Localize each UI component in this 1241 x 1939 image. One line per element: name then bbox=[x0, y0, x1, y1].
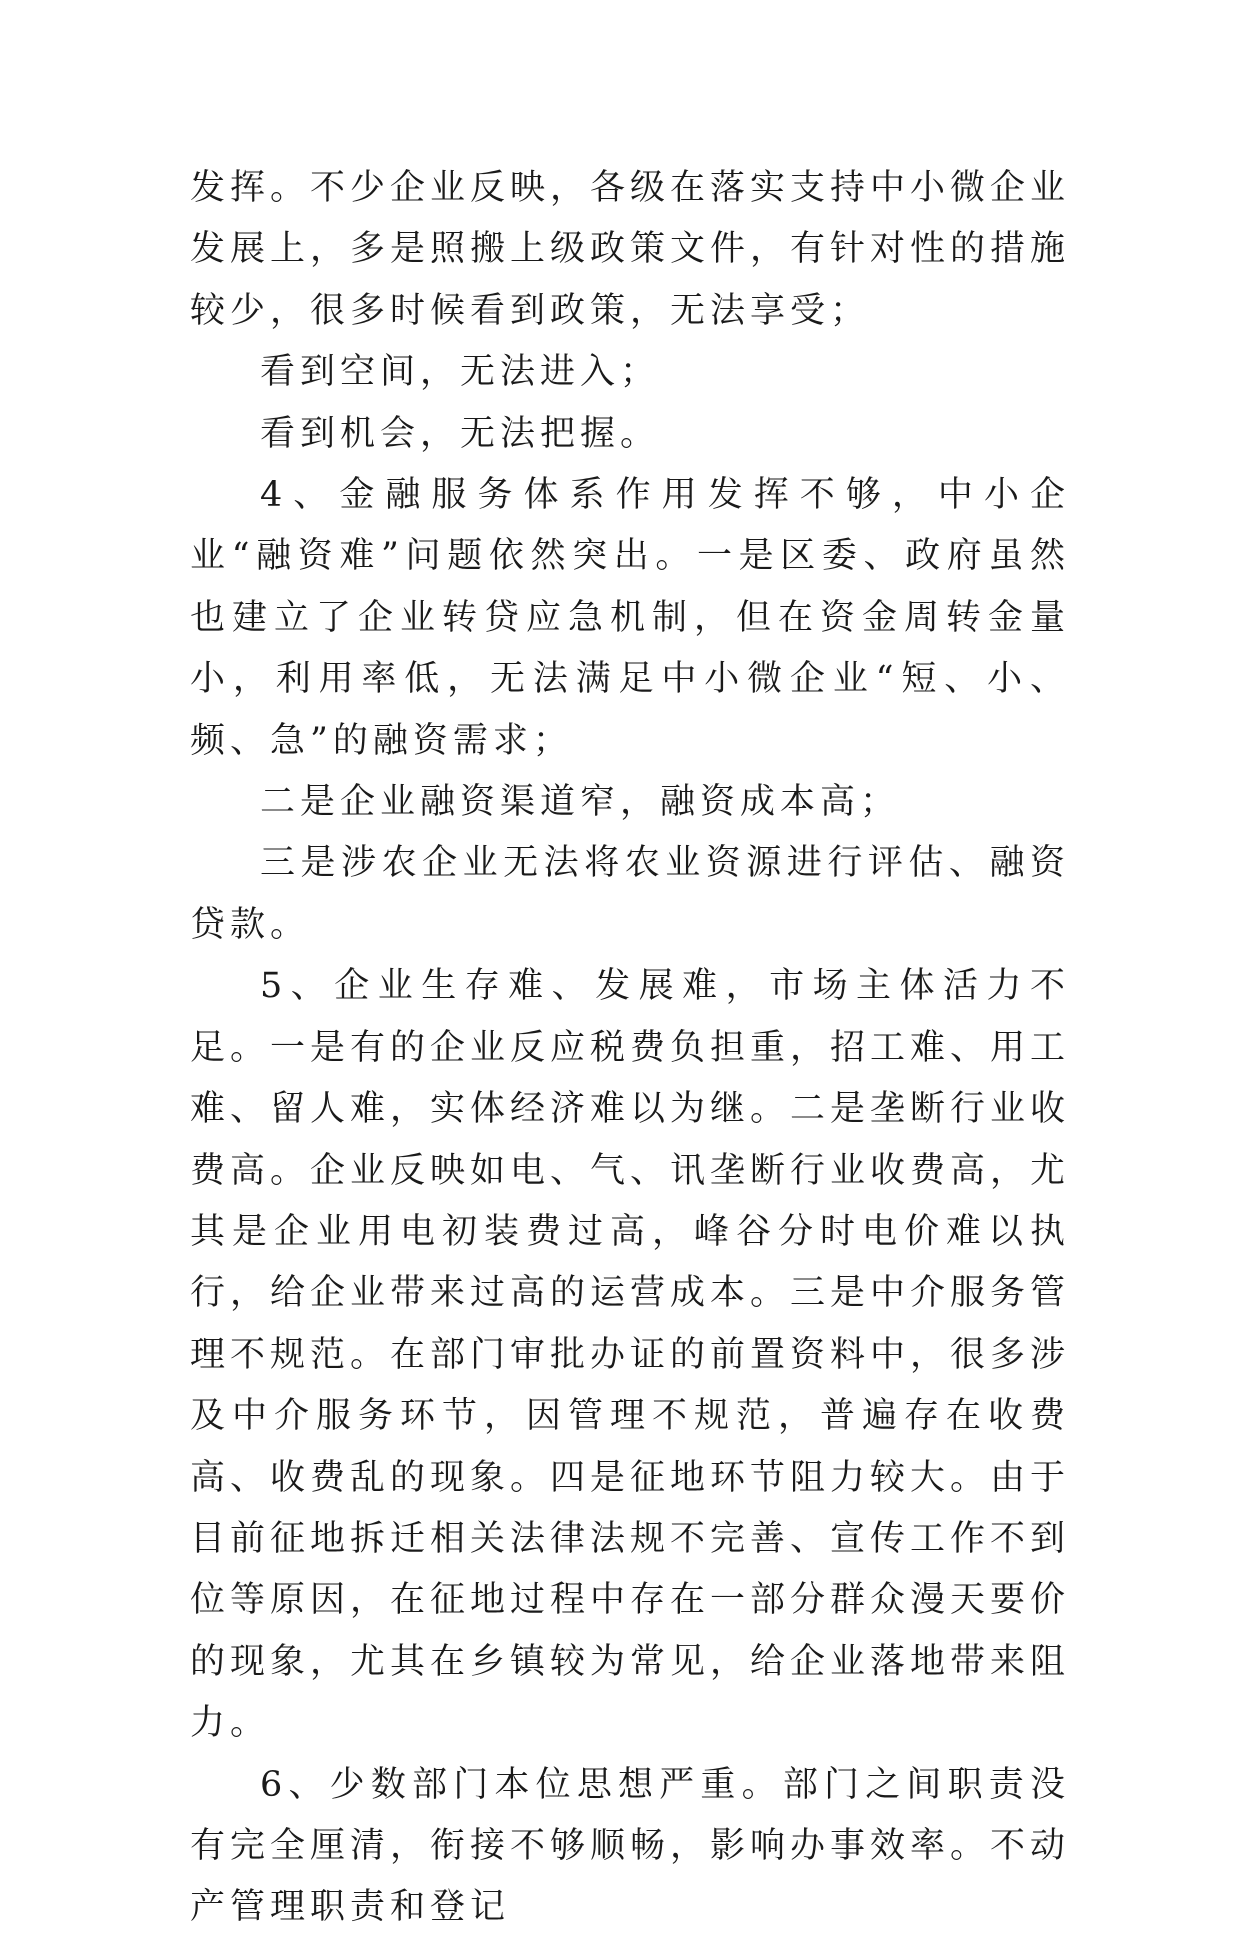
paragraph-channels: 二是企业融资渠道窄，融资成本高； bbox=[260, 782, 901, 823]
paragraph-agriculture: 三是涉农企业无法将农业资源进行评估、融资贷款。 bbox=[190, 843, 1070, 945]
paragraph-departments: 6、少数部门本位思想严重。部门之间职责没有完全厘清，衔接不够顺畅，影响办事效率。不动产管理职责和登记 bbox=[190, 1764, 1071, 1928]
paragraph-opportunity: 看到机会，无法把握。 bbox=[260, 413, 661, 454]
paragraph-survival: 5、企业生存难、发展难，市场主体活力不足。一是有的企业反应税费负担重，招工难、用工难、留人难，实体经济难以为继。二是垄断行业收费高。企业反映如电、气、讯垄断行业收费高，尤其是企业用电初装费过高，峰谷分时电价难以执行，给企业带来过高的运营成本。三是中介服务管理不规范。在部门审批办证的前置资料中，很多涉及中介服务环节，因管理不规范，普遍存在收费高、收费乱的现象。四是征地环节阻力较大。由于目前征地拆迁相关法律法规不完善、宣传工作不到位等原因，在征地过程中存在一部分群众漫天要价的现象，尤其在乡镇较为常见，给企业落地带来阻力。 bbox=[190, 966, 1071, 1744]
paragraph-financing: 4、金融服务体系作用发挥不够，中小企业“融资难”问题依然突出。一是区委、政府虽然也建立了企业转贷应急机制，但在资金周转金量小，利用率低，无法满足中小微企业“短、小、频、急”的融资需求； bbox=[190, 475, 1070, 761]
paragraph-policy-end: 发挥。不少企业反映，各级在落实支持中小微企业发展上，多是照搬上级政策文件，有针对性的措施较少，很多时候看到政策，无法享受； bbox=[190, 168, 1071, 331]
document-body bbox=[190, 158, 1070, 1939]
paragraph-space: 看到空间，无法进入； bbox=[260, 352, 661, 393]
